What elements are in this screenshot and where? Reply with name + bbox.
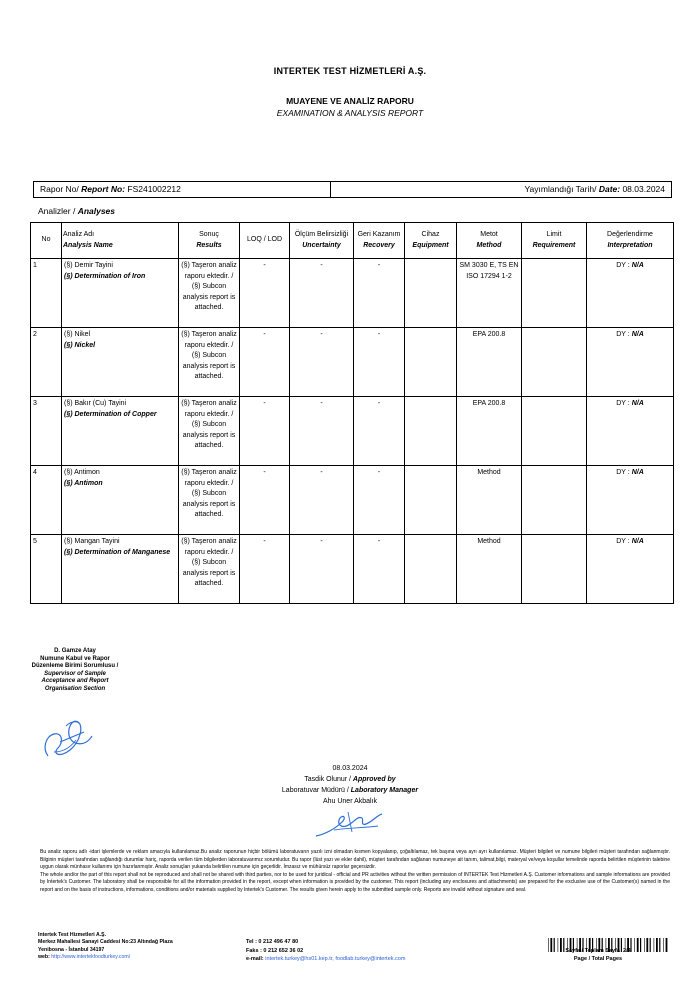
table-row	[31, 466, 674, 535]
cell-method: SM 3030 E, TS EN ISO 17294 1-2	[457, 259, 522, 328]
col-uncertainty: Ölçüm Belirsizliği Uncertainty	[290, 223, 354, 259]
approval-date: 08.03.2024	[332, 765, 368, 772]
cell-result: (§) Taşeron analiz raporu ektedir. / (§) Subcon analysis report is attached.	[179, 328, 240, 397]
cell-method: Method	[457, 466, 522, 535]
cell-recovery: -	[354, 328, 405, 397]
approval-block	[250, 763, 450, 807]
analyses-heading: Analizler / Analyses	[38, 206, 116, 216]
cell-equipment	[405, 535, 457, 604]
cell-equipment	[405, 397, 457, 466]
cell-method: EPA 200.8	[457, 328, 522, 397]
cell-interpretation: DY : N/A	[587, 466, 674, 535]
cell-recovery: -	[354, 397, 405, 466]
cell-recovery: -	[354, 259, 405, 328]
approved-by: Tasdik Olunur / Approved by	[304, 776, 396, 783]
cell-equipment	[405, 466, 457, 535]
col-method: Metot Method	[457, 223, 522, 259]
cell-equipment	[405, 328, 457, 397]
disclaimer-tr: Bu analiz raporu adlı -idari işlemlerde ve reklam amacıyla kullanılamaz.Bu analiz raporunun hiçbir bölümü laboratuvarın yazılı izni olmadan kısmen kopyalanıp, çoğaltılamaz, tek başına veya ayrı ayrı kullanılamaz. Müşteri bilgileri ve numune bilgileri müşteri tarafından sağlanmıştır. Bilginin müşteri tarafından sağlandığı durumlar hariç, raporda verilen tüm bilgilerden laboratuvarımız sorumludur. Bu rapor (lüst yazı ve ekler dahil), müşteri tarafından sağlanan numuneye ait tanım, talimat,bilgi, materyal ve/veya koşullar temelinde raporda belirtilen müşterinin talebine uygun olarak münhasır kullanımı için hazırlanmıştır. Analiz sonuçları yukarıda belirtilen numune için geçerlidir. İmzasız ve mühürsüz raporlar geçersizdir.	[40, 849, 670, 870]
footer-contact: Tel : 0 212 496 47 80 Faks : 0 212 652 36 02 e-mail: intertek.turkey@hs01.kep.tr, foodlab.turkey@intertek.com	[246, 939, 406, 962]
cell-interpretation: DY : N/A	[587, 328, 674, 397]
cell-uncertainty: -	[290, 328, 354, 397]
manager-title: Laboratuvar Müdürü / Laboratory Manager	[281, 787, 419, 794]
cell-no: 1	[31, 259, 62, 328]
cell-limit	[522, 397, 587, 466]
cell-limit	[522, 328, 587, 397]
col-analysis-name: Analiz Adı Analysis Name	[62, 223, 179, 259]
col-recovery: Geri Kazanım Recovery	[354, 223, 405, 259]
cell-limit	[522, 535, 587, 604]
col-loq: LOQ / LOD	[240, 223, 290, 259]
page-number: Sayfa / Toplam Sayfa 2/4 Page / Total Pages	[565, 948, 631, 962]
cell-equipment	[405, 259, 457, 328]
cell-uncertainty: -	[290, 259, 354, 328]
cell-method: Method	[457, 535, 522, 604]
email-link[interactable]: intertek.turkey@hs01.kep.tr, foodlab.turkey@intertek.com	[265, 956, 406, 962]
supervisor-name: D. Gamze Atay	[54, 648, 96, 654]
cell-analysis-name: (§) Mangan Tayini (§) Determination of Manganese	[62, 535, 179, 604]
cell-loq: -	[240, 466, 290, 535]
cell-interpretation: DY : N/A	[587, 535, 674, 604]
cell-loq: -	[240, 259, 290, 328]
col-results: Sonuç Results	[179, 223, 240, 259]
cell-limit	[522, 466, 587, 535]
supervisor-block	[30, 648, 120, 693]
table-row	[31, 535, 674, 604]
cell-recovery: -	[354, 535, 405, 604]
cell-interpretation: DY : N/A	[587, 397, 674, 466]
cell-no: 4	[31, 466, 62, 535]
footer-address: Intertek Test Hizmetleri A.Ş. Merkez Mahallesi Sanayi Caddesi No:23 Altındağ Plaza Yenibosna - İstanbul 34197 web: http://www.intertekfoodturkey.com/	[38, 932, 173, 961]
cell-recovery: -	[354, 466, 405, 535]
cell-loq: -	[240, 328, 290, 397]
supervisor-title-en: Supervisor of Sample Acceptance and Report Organisation Section	[41, 670, 109, 692]
report-subtitle: EXAMINATION & ANALYSIS REPORT	[276, 108, 424, 118]
cell-interpretation: DY : N/A	[587, 259, 674, 328]
cell-uncertainty: -	[290, 466, 354, 535]
divider	[330, 182, 331, 197]
analysis-table	[30, 222, 674, 604]
col-equipment: Cihaz Equipment	[405, 223, 457, 259]
cell-method: EPA 200.8	[457, 397, 522, 466]
col-limit: Limit Requirement	[522, 223, 587, 259]
cell-uncertainty: -	[290, 535, 354, 604]
table-header-row	[31, 223, 674, 259]
report-title: MUAYENE VE ANALİZ RAPORU	[286, 96, 414, 106]
cell-no: 5	[31, 535, 62, 604]
cell-limit	[522, 259, 587, 328]
cell-result: (§) Taşeron analiz raporu ektedir. / (§) Subcon analysis report is attached.	[179, 259, 240, 328]
col-interpretation: Değerlendirme Interpretation	[587, 223, 674, 259]
col-no: No	[31, 223, 62, 259]
cell-uncertainty: -	[290, 397, 354, 466]
table-row	[31, 328, 674, 397]
cell-no: 3	[31, 397, 62, 466]
cell-result: (§) Taşeron analiz raporu ektedir. / (§) Subcon analysis report is attached.	[179, 535, 240, 604]
manager-signature-icon	[312, 806, 388, 840]
disclaimer-en: The whole and/or the part of this report shall not be reproduced and shall not be shared with third parties, nor to be used for juridical - official and PR activities without the written permission of INTERTEK Test Hizmetleri A.Ş. Customer informations and sample informations are provided by Intertek's Customer. The laboratory shall be responsible for all the information provided in the report, except when information is provided by the customer. This report (including any enclosures and attachments) are prepared for the exclusive use of the Customer(s) named in the report and on the basis of instructions, informations, conditions and/or materials supplied by Intertek's Customer. The results given herein apply to the submitted sample only. Reports are invalid without signature and seal.	[40, 871, 670, 893]
report-number: Rapor No/ Report No: FS241002212	[40, 184, 181, 194]
manager-name: Ahu Uner Akbalık	[322, 798, 378, 805]
cell-analysis-name: (§) Demir Tayini (§) Determination of Iron	[62, 259, 179, 328]
cell-no: 2	[31, 328, 62, 397]
cell-loq: -	[240, 535, 290, 604]
supervisor-signature-icon	[40, 712, 100, 762]
website-link[interactable]: http://www.intertekfoodturkey.com/	[51, 954, 131, 961]
company-name: INTERTEK TEST HİZMETLERİ A.Ş.	[273, 66, 427, 76]
cell-result: (§) Taşeron analiz raporu ektedir. / (§) Subcon analysis report is attached.	[179, 397, 240, 466]
report-reference-box	[33, 181, 672, 198]
report-date: Yayımlandığı Tarih/ Date: 08.03.2024	[524, 184, 665, 194]
cell-analysis-name: (§) Nikel (§) Nickel	[62, 328, 179, 397]
cell-loq: -	[240, 397, 290, 466]
table-row	[31, 259, 674, 328]
disclaimer	[40, 849, 670, 894]
supervisor-title-tr: Numune Kabul ve Rapor Düzenleme Birimi Sorumlusu /	[31, 655, 119, 669]
table-row	[31, 397, 674, 466]
cell-result: (§) Taşeron analiz raporu ektedir. / (§) Subcon analysis report is attached.	[179, 466, 240, 535]
cell-analysis-name: (§) Antimon (§) Antimon	[62, 466, 179, 535]
cell-analysis-name: (§) Bakır (Cu) Tayini (§) Determination of Copper	[62, 397, 179, 466]
